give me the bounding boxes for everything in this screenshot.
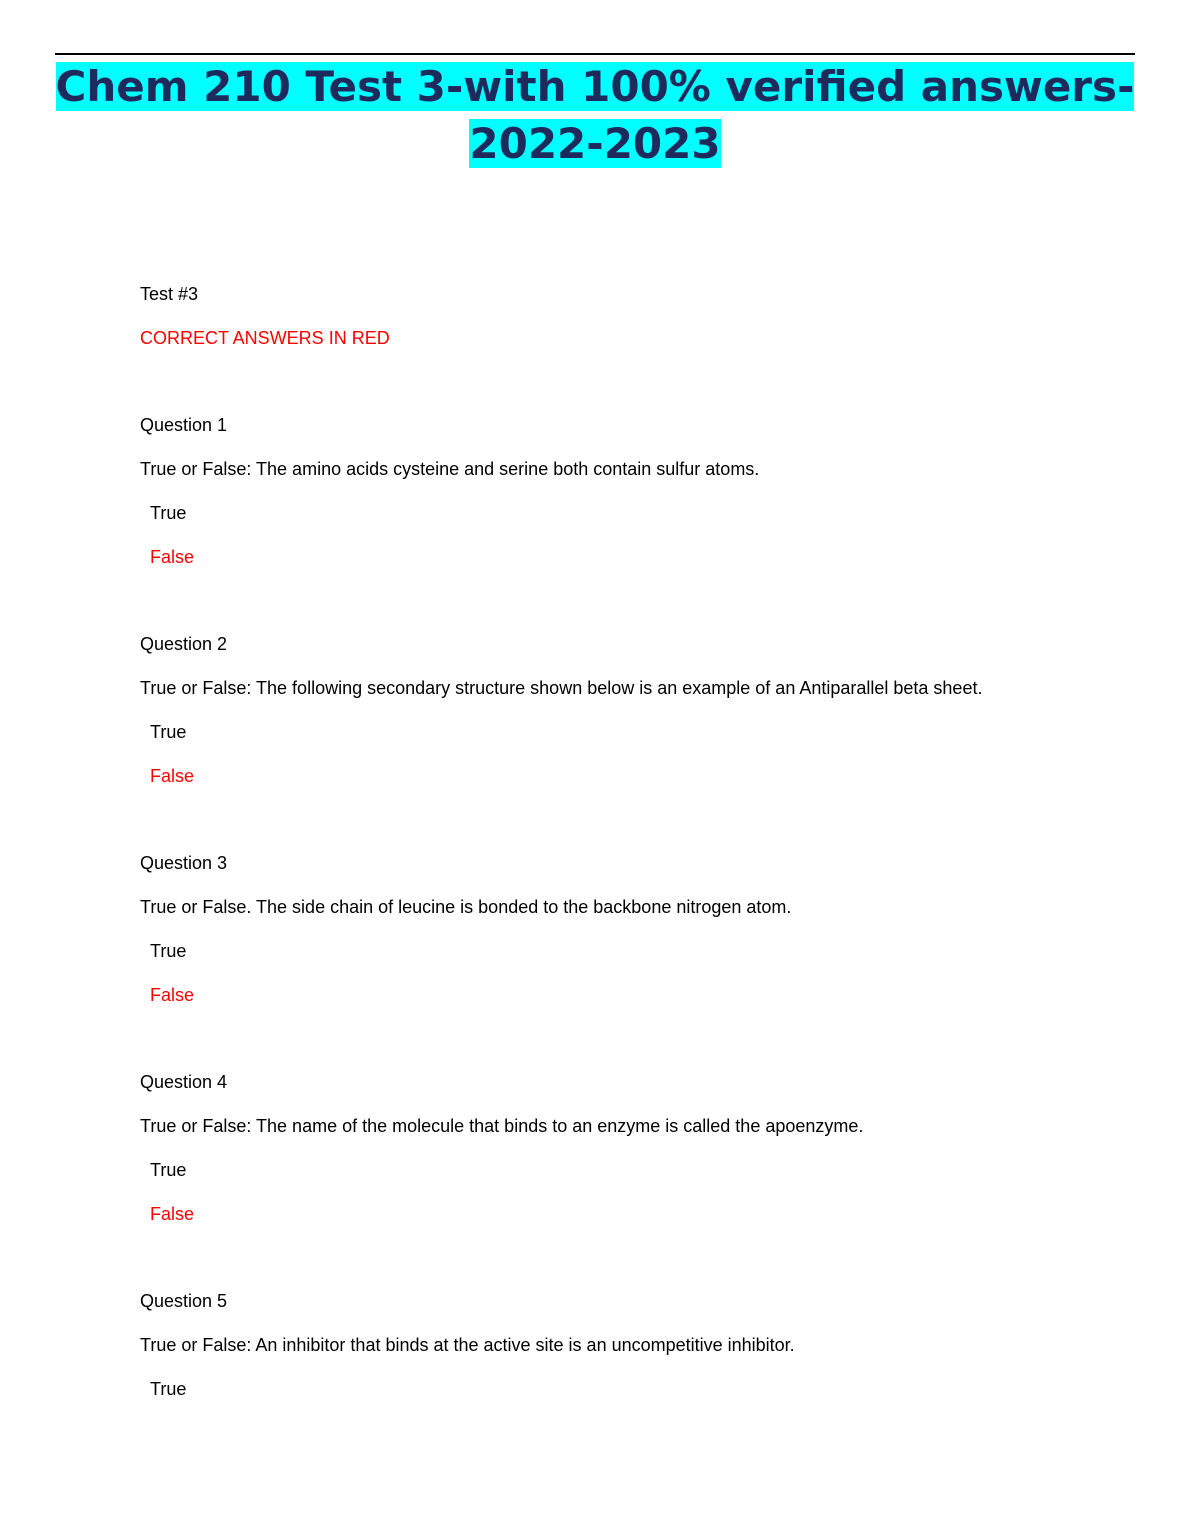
question-text: True or False: The amino acids cysteine and serine both contain sulfur atoms. (140, 459, 760, 479)
answer-key-note: CORRECT ANSWERS IN RED (140, 328, 390, 348)
title-line-2: 2022-2023 (469, 119, 721, 168)
question-label: Question 5 (140, 1291, 228, 1311)
title-line-1: Chem 210 Test 3-with 100% verified answers- (55, 62, 1135, 111)
document-title (0, 58, 1190, 172)
header-rule (55, 53, 1135, 55)
answer-option-true: True (150, 503, 187, 523)
answer-option-false-correct: False (150, 547, 195, 567)
question-block-2 (140, 630, 1040, 790)
question-block-1 (140, 411, 1040, 571)
question-text: True or False: The name of the molecule that binds to an enzyme is called the apoenzyme. (140, 1116, 864, 1136)
question-label: Question 1 (140, 415, 228, 435)
answer-option-false-correct: False (150, 766, 195, 786)
answer-option-true: True (150, 1160, 187, 1180)
question-block-3 (140, 849, 1040, 1009)
question-block-4 (140, 1068, 1040, 1228)
test-label: Test #3 (140, 284, 199, 304)
question-block-5 (140, 1287, 1040, 1403)
question-text: True or False: The following secondary structure shown below is an example of an Antiparallel beta sheet. (140, 678, 983, 698)
question-text: True or False. The side chain of leucine is bonded to the backbone nitrogen atom. (140, 897, 792, 917)
answer-option-true: True (150, 722, 187, 742)
question-text: True or False: An inhibitor that binds at the active site is an uncompetitive inhibitor. (140, 1335, 795, 1355)
question-label: Question 3 (140, 853, 228, 873)
question-label: Question 4 (140, 1072, 228, 1092)
answer-option-false-correct: False (150, 985, 195, 1005)
answer-option-false-correct: False (150, 1204, 195, 1224)
question-label: Question 2 (140, 634, 228, 654)
document-body (140, 280, 1040, 1419)
answer-option-true: True (150, 1379, 187, 1399)
answer-option-true: True (150, 941, 187, 961)
